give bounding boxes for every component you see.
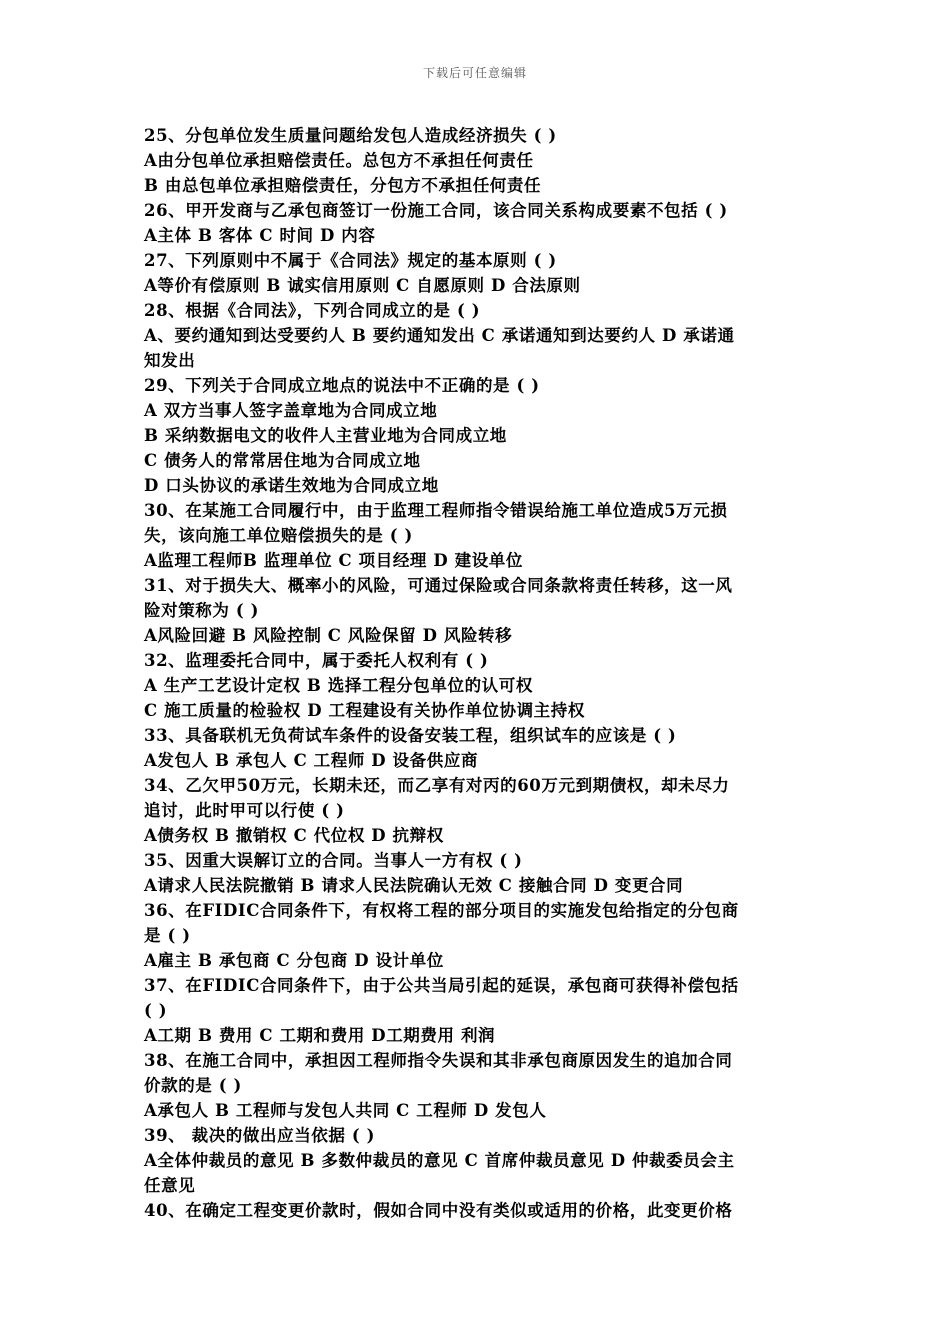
text-line: 任意见 (144, 1176, 196, 1195)
text-line: A等价有偿原则 B 诚实信用原则 C 自愿原则 D 合法原则 (144, 276, 581, 295)
text-line: A雇主 B 承包商 C 分包商 D 设计单位 (144, 951, 444, 970)
text-line: 32、监理委托合同中，属于委托人权利有 ( ) (144, 651, 489, 670)
text-line: B 采纳数据电文的收件人主营业地为合同成立地 (144, 426, 507, 445)
text-line: A风险回避 B 风险控制 C 风险保留 D 风险转移 (144, 626, 513, 645)
text-line: A发包人 B 承包人 C 工程师 D 设备供应商 (144, 751, 479, 770)
text-line: C 债务人的常常居住地为合同成立地 (144, 451, 421, 470)
text-line: 追讨，此时甲可以行使 ( ) (144, 801, 345, 820)
text-line: 31、对于损失大、概率小的风险，可通过保险或合同条款将责任转移，这一风 (144, 576, 733, 595)
text-line: 39、 裁决的做出应当依据 ( ) (144, 1126, 376, 1145)
text-line: D 口头协议的承诺生效地为合同成立地 (144, 476, 439, 495)
text-line: C 施工质量的检验权 D 工程建设有关协作单位协调主持权 (144, 701, 585, 720)
text-line: 知发出 (144, 351, 196, 370)
text-line: A 双方当事人签字盖章地为合同成立地 (144, 401, 438, 420)
text-line: 34、乙欠甲50万元，长期未还，而乙享有对丙的60万元到期债权，却未尽力 (144, 776, 730, 795)
text-line: 29、下列关于合同成立地点的说法中不正确的是 ( ) (144, 376, 540, 395)
text-line: 失，该向施工单位赔偿损失的是 ( ) (144, 526, 413, 545)
text-line: 35、因重大误解订立的合同。当事人一方有权 ( ) (144, 851, 523, 870)
text-line: A 生产工艺设计定权 B 选择工程分包单位的认可权 (144, 676, 533, 695)
text-line: 30、在某施工合同履行中，由于监理工程师指令错误给施工单位造成5万元损 (144, 501, 728, 520)
text-line: 27、下列原则中不属于《合同法》规定的基本原则 ( ) (144, 251, 557, 270)
text-line: A主体 B 客体 C 时间 D 内容 (144, 226, 376, 245)
text-line: A工期 B 费用 C 工期和费用 D工期费用 利润 (144, 1026, 496, 1045)
text-line: A全体仲裁员的意见 B 多数仲裁员的意见 C 首席仲裁员意见 D 仲裁委员会主 (144, 1151, 735, 1170)
text-line: 40、在确定工程变更价款时，假如合同中没有类似或适用的价格，此变更价格 (144, 1201, 733, 1220)
text-line: 36、在FIDIC合同条件下，有权将工程的部分项目的实施发包给指定的分包商 (144, 901, 739, 920)
text-line: A请求人民法院撤销 B 请求人民法院确认无效 C 接触合同 D 变更合同 (144, 876, 684, 895)
text-line: A、要约通知到达受要约人 B 要约通知发出 C 承诺通知到达要约人 D 承诺通 (144, 326, 735, 345)
text-line: 25、分包单位发生质量问题给发包人造成经济损失 ( ) (144, 126, 557, 145)
text-line: A承包人 B 工程师与发包人共同 C 工程师 D 发包人 (144, 1101, 547, 1120)
text-line: 28、根据《合同法》，下列合同成立的是 ( ) (144, 301, 481, 320)
text-line: 险对策称为 ( ) (144, 601, 260, 620)
text-line: 33、具备联机无负荷试车条件的设备安装工程，组织试车的应该是 ( ) (144, 726, 677, 745)
page-header: 下载后可任意编辑 (422, 66, 527, 80)
text-line: 37、在FIDIC合同条件下，由于公共当局引起的延误，承包商可获得补偿包括 (144, 976, 739, 995)
text-line: ( ) (144, 1001, 168, 1020)
text-line: A债务权 B 撤销权 C 代位权 D 抗辩权 (144, 826, 444, 845)
text-line: A监理工程师B 监理单位 C 项目经理 D 建设单位 (144, 551, 524, 570)
document-body (144, 123, 810, 1223)
text-line: 26、甲开发商与乙承包商签订一份施工合同，该合同关系构成要素不包括 ( ) (144, 201, 728, 220)
text-line: B 由总包单位承担赔偿责任，分包方不承担任何责任 (144, 176, 542, 195)
text-line: 是 ( ) (144, 926, 191, 945)
text-line: 价款的是 ( ) (144, 1076, 242, 1095)
text-line: 38、在施工合同中，承担因工程师指令失误和其非承包商原因发生的追加合同 (144, 1051, 733, 1070)
text-line: A由分包单位承担赔偿责任。总包方不承担任何责任 (144, 151, 534, 170)
